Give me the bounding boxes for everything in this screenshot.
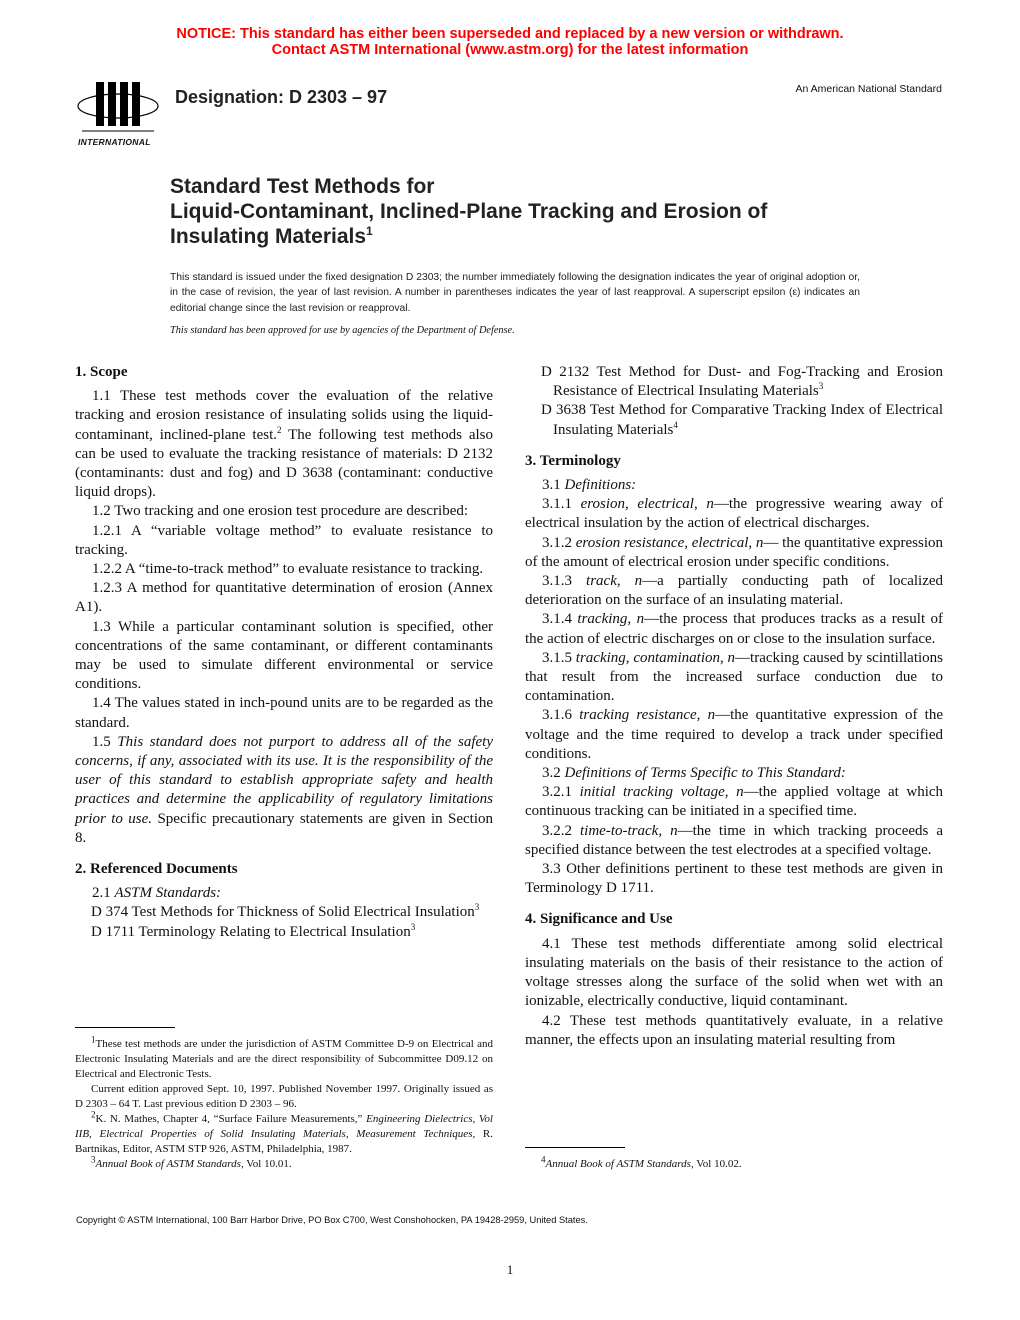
text-run: 2. Referenced Documents [75,861,238,878]
italic-text-run: erosion, electrical [580,496,694,513]
dod-approval-note: This standard has been approved for use by agencies of the Department of Defense. [170,324,515,336]
text-run: 3.1.6 [542,707,580,724]
footnote [75,1034,493,1082]
text-run: —tracking caused by scintillations that result from the increased surface conduction due to contamination. [525,649,944,705]
italic-text-run: Definitions: [564,477,637,494]
italic-text-run: tracking [577,611,628,628]
italic-text-run: n [706,496,714,513]
italic-text-run: n [727,649,736,666]
referenced-document [525,363,943,401]
section-heading [75,860,493,879]
text-run: , Vol 10.02. [690,1158,742,1170]
text-run: 3.2.2 [542,822,581,839]
text-run: , Vol 10.01. [240,1158,292,1170]
italic-text-run: n [707,707,716,724]
text-run: , [627,611,637,628]
text-run: , R. Bartnikas, Editor, ASTM STP 926, ASTM, Philadelphia, 1987. [75,1128,493,1155]
italic-text-run: tracking resistance [579,707,697,724]
text-run: 4.1 These test methods differentiate among solid electrical insulating materials on the basis of their resistance to the action of voltage stresses along the surface of the solid when wet with an ionizable, electrically conductive, liquid contaminant. [525,935,943,1010]
italic-text-run: Engineering Dielectrics, Vol IIB, Electrical Properties of Solid Insulating Materials, Measurement Techniques [75,1113,493,1140]
italic-text-run: n [755,534,764,551]
paragraph [75,560,493,579]
footnote [75,1154,493,1172]
italic-text-run: track [586,573,617,590]
text-run: These test methods are under the jurisdiction of ASTM Committee D-9 on Electrical and Electronic Insulating Materials and are the direct responsibility of Subcommittee D09.12 on Electrical and Electronic Tests. [75,1038,493,1080]
italic-text-run: Definitions of Terms Specific to This Standard: [564,765,846,782]
paragraph [75,884,493,903]
astm-logo [76,78,160,134]
paragraph [525,783,943,821]
footnote-mark: 3 [818,381,824,392]
footnote [75,1082,493,1112]
italic-text-run: erosion resistance, electrical [575,534,749,551]
text-run: Specific precautionary statements are given in Section 8. [75,810,493,846]
text-run: D 3638 Test Method for Comparative Tracking Index of Electrical Insulating Materials [541,402,943,438]
text-run: 3.1.5 [542,649,576,666]
paragraph [525,935,943,1012]
paragraph [75,522,493,560]
footnote-mark: 4 [673,419,678,430]
text-run: 3.1 [542,477,565,494]
withdrawal-notice [0,26,1020,58]
text-run: The following test methods also can be used to evaluate the tracking resistance of materials: D 2132 (contaminants: dust and fog) and D 3638 (contaminant: conductive liquid drops). [75,426,493,501]
text-run: , [693,496,707,513]
left-column-text [75,363,493,942]
left-footnotes [75,1034,493,1172]
italic-text-run: time-to-track [580,822,659,839]
footnote [75,1109,493,1157]
text-run: , [724,784,737,801]
section-heading [525,452,943,471]
text-run: D 374 Test Methods for Thickness of Solid Electrical Insulation [91,904,475,921]
text-run: 1.2.3 A method for quantitative determination of erosion (Annex A1). [75,580,493,616]
text-run: 1. Scope [75,364,128,380]
text-run: K. N. Mathes, Chapter 4, “Surface Failure Measurements,” [95,1113,367,1125]
text-run: 1.4 The values stated in inch-pound units are to be regarded as the standard. [75,695,493,731]
text-run: 3.1.1 [542,496,581,513]
text-run: 3.2.1 [542,784,580,801]
text-run: —the time in which tracking proceeds a specified distance between the test electrodes at a specified voltage. [525,822,944,858]
paragraph [75,579,493,617]
title-line-1: Standard Test Methods for [170,175,435,198]
paragraph [75,502,493,521]
paragraph [525,572,943,610]
two-column-body [75,363,943,1190]
notice-line-1: NOTICE: This standard has either been superseded and replaced by a new version or withdrawn. [176,26,844,42]
text-run: 3.1.4 [542,611,578,628]
text-run: , [696,707,708,724]
paragraph [75,733,493,848]
notice-line-2: Contact ASTM International (www.astm.org) for the latest information [271,42,749,58]
text-run: 1.2.1 A “variable voltage method” to evaluate resistance to tracking. [75,522,493,558]
text-run: , [719,649,728,666]
paragraph [525,649,943,707]
title-line-3-text: Insulating Materials [170,225,367,248]
text-run: 1.1 These test methods cover the evaluation of the relative tracking and erosion resistance of insulating solids using the liquid-contaminant, inclined-plane test. [75,388,493,443]
text-run: —the applied voltage at which continuous tracking can be initiated in a specified time. [525,784,944,820]
title-line-3 [170,224,870,249]
american-national-standard-label: An American National Standard [795,83,942,95]
footnote [525,1154,943,1172]
italic-text-run: This standard does not purport to address all of the safety concerns, if any, associated with its use. It is the responsibility of the user of this standard to establish appropriate safety and health practices and determine the applicability of regulatory limitations prior to use. [75,733,494,827]
footnote-mark: 4 [541,1154,546,1165]
footnote-mark: 3 [410,921,416,932]
text-run: Current edition approved Sept. 10, 1997. Published November 1997. Originally issued as D 2303 – 64 T. Last previous edition D 2303 – 96. [75,1083,493,1110]
text-run: —a partially conducting path of localized deterioration on the surface of an insulating material. [525,573,944,609]
text-run: 4. Significance and Use [525,911,673,928]
footnote-divider-left [75,1027,175,1028]
document-title [170,174,870,249]
italic-text-run: ASTM Standards: [114,885,222,902]
text-run: 1.2.2 A “time-to-track method” to evaluate resistance to tracking. [92,561,484,578]
text-run: — the quantitative expression of the amount of electrical erosion under specific conditions. [525,534,943,570]
italic-text-run: Annual Book of ASTM Standards [95,1158,241,1170]
text-run: —the progressive wearing away of electrical insulation by the action of electrical discharges. [525,496,944,532]
issuance-note: This standard is issued under the fixed designation D 2303; the number immediately following the designation indicates the year of original adoption or, in the case of revision, the year of last revision. A number in parentheses indicates the year of last reapproval. A superscript epsilon (ε) indicates an editorial change since the last revision or reapproval. [170,272,860,314]
paragraph [525,860,943,898]
right-column-text [525,363,943,1050]
text-run: 3.1.3 [542,573,587,590]
designation: Designation: D 2303 – 97 [175,87,388,107]
text-run: , [616,573,635,590]
footnote-divider-right [525,1147,625,1148]
section-heading [525,910,943,929]
italic-text-run: n [634,573,643,590]
paragraph [525,706,943,764]
italic-text-run: n [670,822,678,839]
text-run: , [748,534,756,551]
footnote-mark: 3 [474,902,480,913]
footnote-mark: 3 [91,1154,96,1165]
paragraph [75,694,493,732]
text-run: 3. Terminology [525,452,621,469]
paragraph [75,387,493,502]
referenced-document [75,923,493,942]
section-heading [75,363,493,382]
body-area [75,363,943,1278]
paragraph [525,610,943,648]
text-run: —the process that produces tracks as a result of the action of electric discharges on or close to the insulation surface. [525,611,944,647]
copyright-line: Copyright © ASTM International, 100 Barr Harbor Drive, PO Box C700, West Conshohocken, PA 19428-2959, United States. [76,1215,588,1225]
footnote-mark: 2 [277,424,282,435]
left-column [75,363,493,1190]
italic-text-run: n [736,784,744,801]
text-run: 4.2 These test methods quantitatively evaluate, in a relative manner, the effects upon an insulating material resulting from [525,1012,943,1048]
right-footnotes [525,1154,943,1172]
text-run: D 2132 Test Method for Dust- and Fog-Tracking and Erosion Resistance of Electrical Insulating Materials [541,364,943,400]
footnote-mark: 2 [91,1109,96,1120]
text-run: , [658,822,671,839]
italic-text-run: tracking, contamination [575,649,720,666]
referenced-document [525,401,943,439]
text-run: 3.2 [542,765,565,782]
text-run: 1.2 Two tracking and one erosion test procedure are described: [92,503,469,520]
text-run: 3.3 Other definitions pertinent to these test methods are given in Terminology D 1711. [525,861,943,897]
paragraph [75,618,493,695]
paragraph [525,476,943,495]
text-run: 2.1 [92,885,115,902]
logo-subtitle: INTERNATIONAL [78,137,151,147]
italic-text-run: initial tracking voltage [579,784,725,801]
footnote-mark: 1 [91,1034,96,1045]
title-block [170,174,870,338]
title-footnote-mark: 1 [366,224,373,238]
paragraph [525,764,943,783]
left-footnote-area [75,1011,493,1190]
right-footnote-area [525,1131,943,1190]
text-run: D 1711 Terminology Relating to Electrical Insulation [91,923,411,940]
title-line-2: Liquid-Contaminant, Inclined-Plane Tracking and Erosion of [170,200,768,223]
paragraph [525,822,943,860]
paragraph [525,495,943,533]
page-number: 1 [506,1262,514,1277]
italic-text-run: n [636,611,645,628]
referenced-document [75,903,493,922]
italic-text-run: Annual Book of ASTM Standards [545,1158,691,1170]
text-run: 1.5 [92,733,118,750]
right-column [525,363,943,1190]
text-run: 1.3 While a particular contaminant solution is specified, other concentrations of the same contaminant, or different contaminants may be used to simulate different environmental or service conditions. [75,618,493,693]
paragraph [525,1012,943,1050]
text-run: 3.1.2 [542,534,576,551]
text-run: —the quantitative expression of the voltage and the time required to develop a track under specified conditions. [525,707,944,762]
paragraph [525,534,943,572]
